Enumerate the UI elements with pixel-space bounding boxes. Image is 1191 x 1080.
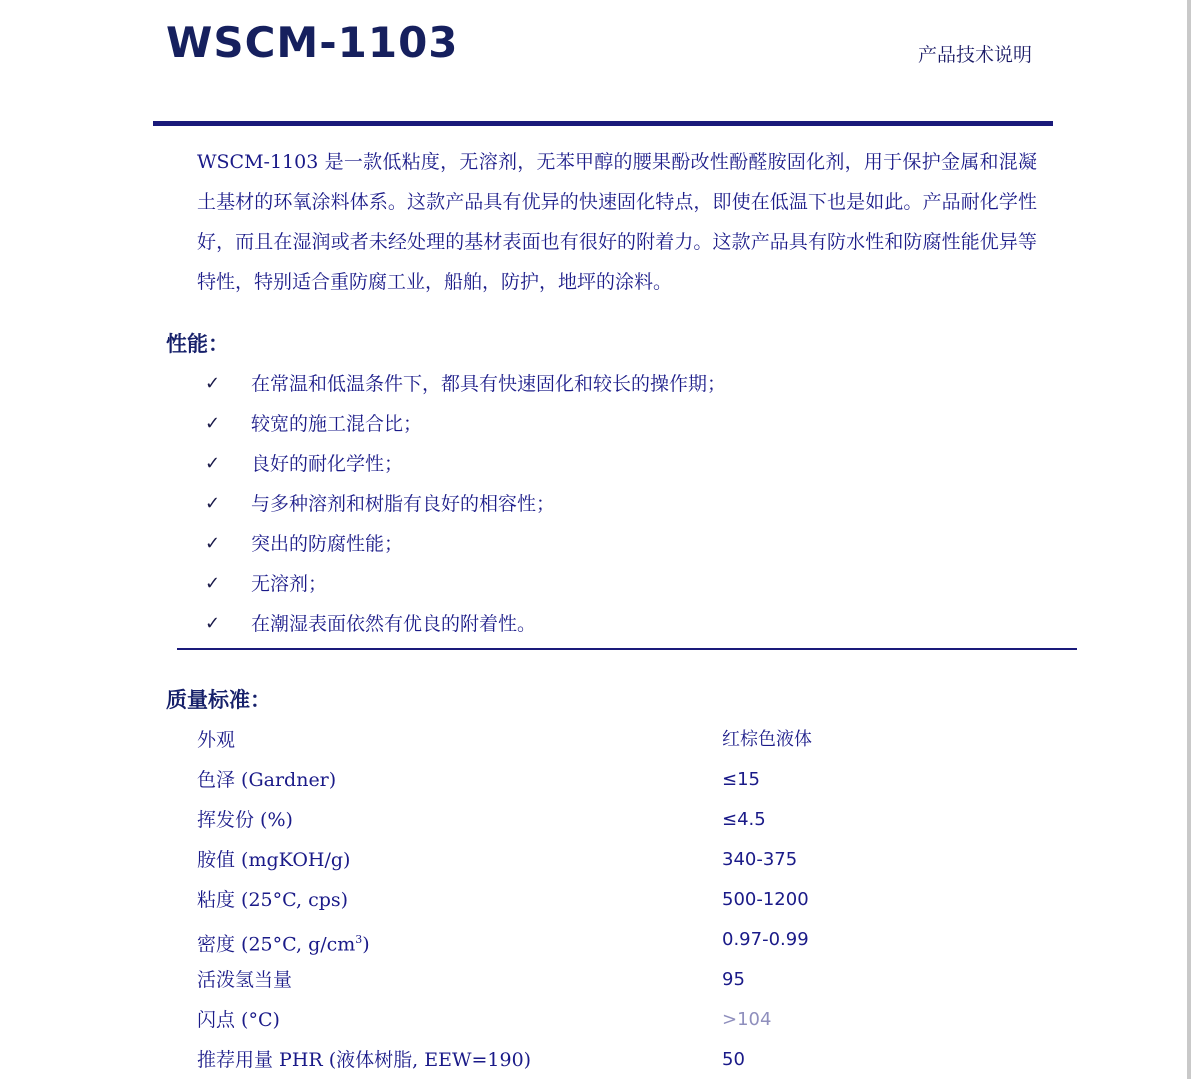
quality-heading: 质量标准： [166, 687, 271, 712]
list-item: ✓ 较宽的施工混合比； [205, 404, 726, 444]
header-divider [153, 121, 1053, 126]
page-edge [1187, 0, 1191, 1079]
table-row: 色泽 (Gardner) ≤15 [197, 769, 760, 791]
intro-paragraph: WSCM-1103 是一款低粘度，无溶剂，无苯甲醇的腰果酚改性酚醛胺固化剂，用于保护金属和混凝土基材的环氧涂料体系。这款产品具有优异的快速固化特点，即使在低温下也是如此。产品耐化学性好，而且在湿润或者未经处理的基材表面也有很好的附着力。这款产品具有防水性和防腐性能优异等特性，特别适合重防腐工业，船舶，防护，地坪的涂料。 [197, 151, 1037, 293]
quality-table [197, 720, 812, 1080]
check-icon: ✓ [205, 493, 221, 514]
table-row: 胺值 (mgKOH/g) 340-375 [197, 849, 798, 871]
product-title: WSCM-1103 [166, 18, 459, 67]
list-item: ✓ 在潮湿表面依然有优良的附着性。 [205, 604, 726, 644]
table-row: 密度 (25°C, $g/cm^3$) 0.97-0.99 [197, 929, 809, 956]
performance-list [205, 364, 726, 644]
list-item: ✓ 与多种溶剂和树脂有良好的相容性； [205, 484, 726, 524]
check-icon: ✓ [205, 573, 221, 594]
table-row: 活泼氢当量 95 [197, 969, 745, 991]
list-item: ✓ 无溶剂； [205, 564, 726, 604]
check-icon: ✓ [205, 453, 221, 474]
check-icon: ✓ [205, 413, 221, 434]
table-row: 外观 红棕色液体 [197, 729, 812, 751]
list-item: ✓ 在常温和低温条件下，都具有快速固化和较长的操作期； [205, 364, 726, 404]
check-icon: ✓ [205, 533, 221, 554]
table-row: 闪点 (°C) >104 [197, 1009, 772, 1031]
table-row: 粘度 (25°C, cps) 500-1200 [197, 889, 809, 911]
list-item: ✓ 突出的防腐性能； [205, 524, 726, 564]
check-icon: ✓ [205, 373, 221, 394]
check-icon: ✓ [205, 613, 221, 634]
section-divider [177, 648, 1077, 650]
list-item: ✓ 良好的耐化学性； [205, 444, 726, 484]
table-row: 推荐用量 PHR (液体树脂, EEW=190) 50 [197, 1049, 745, 1071]
performance-heading: 性能： [166, 331, 229, 356]
document-type: 产品技术说明 [918, 44, 1033, 66]
table-row: 挥发份 (%) ≤4.5 [197, 809, 766, 831]
